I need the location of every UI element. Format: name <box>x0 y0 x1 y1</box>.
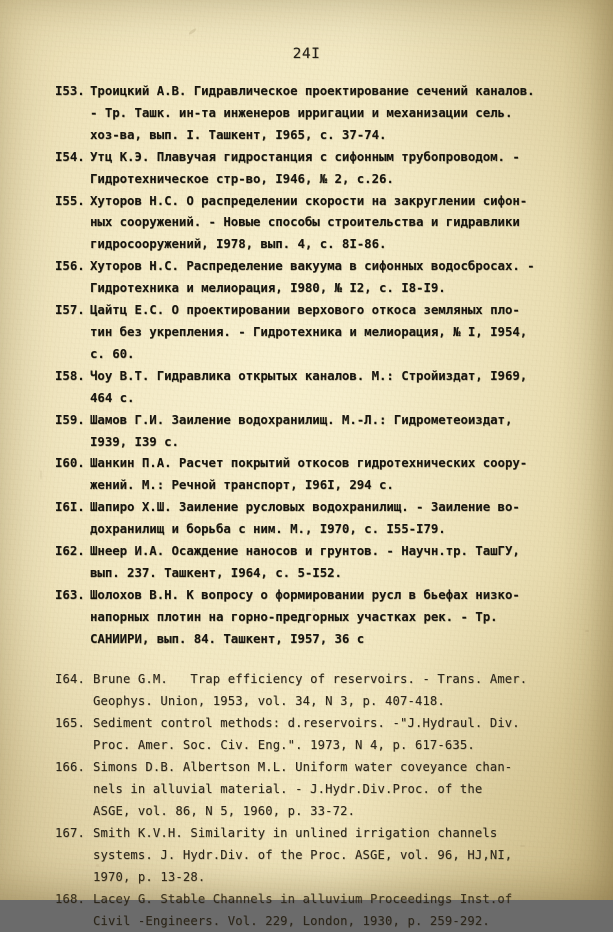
bibliography-entry <box>55 888 580 932</box>
entry-text <box>93 712 580 756</box>
entry-number: I63. <box>55 586 85 602</box>
bibliography-entry <box>55 365 580 409</box>
scan-speck <box>40 470 42 480</box>
entry-line: Гидротехника и мелиорация, I980, № I2, с. I8-I9. <box>90 280 446 296</box>
bibliography-entry <box>55 409 580 453</box>
entry-text <box>90 584 580 650</box>
entry-line: - Тр. Ташк. ин-та инженеров ирригации и механизации сель. <box>90 104 513 120</box>
bibliography-entry <box>55 452 580 496</box>
entry-line: Хуторов Н.С. Распределение вакуума в сифонных водосбросах. - <box>90 258 535 274</box>
entry-line: тин без укрепления. - Гидротехника и мелиорация, № I, I954, <box>90 323 528 339</box>
entry-line: напорных плотин на горно-предгорных участках рек. - Тр. <box>90 608 498 624</box>
entry-line: systems. J. Hydr.Div. of the Proc. ASGE, vol. 96, HJ,NI, <box>93 847 513 862</box>
entry-line: Цайтц Е.С. О проектировании верхового откоса земляных пло- <box>90 302 520 318</box>
entry-line: Шанкин П.А. Расчет покрытий откосов гидротехнических соору- <box>90 455 528 471</box>
entry-line: 464 с. <box>90 389 135 405</box>
entry-line: Шамов Г.И. Заиление водохранилищ. М.-Л.: Гидрометеоиздат, <box>90 411 513 427</box>
cyrillic-references-block <box>55 80 580 650</box>
entry-number: I56. <box>55 258 85 274</box>
entry-text <box>90 80 580 146</box>
bibliography-entry <box>55 540 580 584</box>
entry-line: nels in alluvial material. - J.Hydr.Div.Proc. of the <box>93 781 483 796</box>
scan-speck <box>188 28 197 36</box>
entry-text <box>90 190 580 256</box>
entry-line: Троицкий А.В. Гидравлическое проектирование сечений каналов. <box>90 83 535 98</box>
entry-line: I939, I39 с. <box>90 433 179 449</box>
bibliography-entry <box>55 584 580 650</box>
page-number: 24I <box>292 46 321 62</box>
bibliography-entry <box>55 255 580 299</box>
entry-text <box>90 496 580 540</box>
entry-text <box>90 409 580 453</box>
bibliography-entry <box>55 756 580 822</box>
entry-line: гидросооружений, I978, вып. 4, с. 8I-86. <box>90 236 387 252</box>
entry-line: ASGE, vol. 86, N 5, 1960, p. 33-72. <box>93 803 356 818</box>
entry-line: жений. М.: Речной транспорт, I96I, 294 с. <box>90 477 394 493</box>
entry-number: 165. <box>55 715 85 730</box>
entry-number: I62. <box>55 543 85 559</box>
entry-text <box>93 756 580 822</box>
entry-text <box>90 255 580 299</box>
entry-line: ных сооружений. - Новые способы строительства и гидравлики <box>90 214 520 230</box>
entry-line: с. 60. <box>90 345 135 361</box>
entry-number: I64. <box>55 671 85 686</box>
entry-line: Lacey G. Stable Channels in alluvium Proceedings Inst.of <box>93 891 513 906</box>
entry-line: Simons D.B. Albertson M.L. Uniform water coveyance chan- <box>93 759 513 774</box>
entry-line: Geophys. Union, 1953, vol. 34, N 3, p. 407-418. <box>93 693 445 708</box>
entry-number: 167. <box>55 825 85 840</box>
bibliography-entry <box>55 190 580 256</box>
entry-number: I6I. <box>55 499 85 515</box>
entry-line: Шнеер И.А. Осаждение наносов и грунтов. - Научн.тр. ТашГУ, <box>90 543 520 559</box>
bibliography-list <box>55 80 580 932</box>
entry-number: I55. <box>55 192 85 208</box>
entry-line: Proc. Amer. Soc. Civ. Eng.". 1973, N 4, p. 617-635. <box>93 737 475 752</box>
scan-speck <box>585 630 589 632</box>
entry-line: хоз-ва, вып. I. Ташкент, I965, с. 37-74. <box>90 126 387 142</box>
bibliography-entry <box>55 712 580 756</box>
entry-line: САНИИРИ, вып. 84. Ташкент, I957, 36 с <box>90 630 365 646</box>
entry-text <box>90 452 580 496</box>
entry-text <box>93 888 580 932</box>
entry-number: I60. <box>55 455 85 471</box>
entry-text <box>90 540 580 584</box>
entry-line: Smith K.V.H. Similarity in unlined irrigation channels <box>93 825 498 840</box>
entry-line: Гидротехническое стр-во, I946, № 2, с.26. <box>90 170 394 186</box>
entry-number: I57. <box>55 302 85 318</box>
bibliography-entry <box>55 80 580 146</box>
bibliography-entry <box>55 146 580 190</box>
entry-number: I59. <box>55 411 85 427</box>
entry-text <box>90 365 580 409</box>
bibliography-entry <box>55 668 580 712</box>
entry-number: 168. <box>55 891 85 906</box>
entry-line: Чоу В.Т. Гидравлика открытых каналов. М.: Стройиздат, I969, <box>90 367 528 383</box>
entry-line: Brune G.M. Trap efficiency of reservoirs. - Trans. Amer. <box>93 671 528 686</box>
bibliography-entry <box>55 496 580 540</box>
entry-line: Sediment control methods: d.reservoirs. -"J.Hydraul. Div. <box>93 715 520 730</box>
entry-number: 166. <box>55 759 85 774</box>
bibliography-entry <box>55 822 580 888</box>
entry-line: дохранилищ и борьба с ним. М., I970, с. I55-I79. <box>90 521 446 537</box>
entry-line: Шапиро Х.Ш. Заиление русловых водохранилищ. - Заиление во- <box>90 499 520 515</box>
entry-text <box>90 146 580 190</box>
entry-line: Утц К.Э. Плавучая гидростанция с сифонным трубопроводом. - <box>90 148 520 164</box>
entry-line: 1970, p. 13-28. <box>93 869 206 884</box>
entry-line: вып. 237. Ташкент, I964, с. 5-I52. <box>90 564 342 580</box>
entry-line: Шолохов В.Н. К вопросу о формировании русл в бьефах низко- <box>90 586 520 602</box>
entry-number: I58. <box>55 367 85 383</box>
entry-text <box>93 822 580 888</box>
entry-line: Civil -Engineers. Vol. 229, London, 1930, p. 259-292. <box>93 913 490 928</box>
latin-references-block <box>55 668 580 932</box>
entry-text <box>90 299 580 365</box>
entry-text <box>93 668 580 712</box>
entry-number: I54. <box>55 148 85 164</box>
bibliography-entry <box>55 299 580 365</box>
entry-number: I53. <box>55 83 85 98</box>
entry-line: Хуторов Н.С. О распределении скорости на закруглении сифон- <box>90 192 528 208</box>
